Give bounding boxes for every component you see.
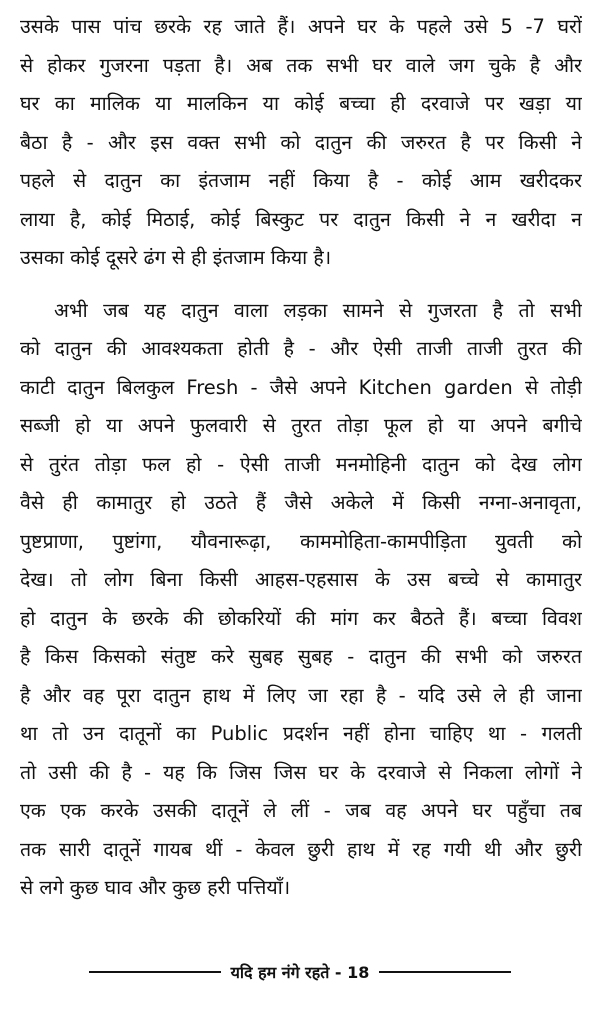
text-line: देख। तो लोग बिना किसी आहस-एहसास के उस बच्चे से कामातुर <box>20 568 582 591</box>
text-line: तो उसी की है - यह कि जिस जिस घर के दरवाजे से निकला लोगों ने <box>20 760 582 784</box>
text-line: घर का मालिक या मालकिन या कोई बच्चा ही दरवाजे पर खड़ा या <box>20 92 582 115</box>
text-line: है और वह पूरा दातुन हाथ में लिए जा रहा है - यदि उसे ले ही जाना <box>20 683 582 707</box>
paragraph-spacer <box>20 278 582 292</box>
text-line: पहले से दातुन का इंतजाम नहीं किया है - कोई आम खरीदकर <box>20 169 582 192</box>
text-line: उसका कोई दूसरे ढंग से ही इंतजाम किया है। <box>20 246 332 269</box>
footer-rule-right <box>379 971 511 973</box>
text-line: काटी दातुन बिलकुल Fresh - जैसे अपने Kitchen garden से तोड़ी <box>20 375 582 399</box>
paragraph-1 <box>20 8 582 278</box>
text-line: पुष्टप्राणा, पुष्टांगा, यौवनारूढ़ा, काममोहिता-कामपीड़िता युवती को <box>20 529 582 553</box>
text-line: हो दातुन के छरके की छोकरियों की मांग कर बैठते हैं। बच्चा विवश <box>20 606 582 630</box>
page-footer <box>0 957 600 987</box>
text-line: बैठा है - और इस वक्त सभी को दातुन की जरुरत है पर किसी ने <box>20 130 582 154</box>
footer-rule-left <box>89 971 221 973</box>
text-line: से तुरंत तोड़ा फल हो - ऐसी ताजी मनमोहिनी दातुन को देख लोग <box>20 452 582 476</box>
text-line: है किस किसको संतुष्ट करे सुबह सुबह - दातुन की सभी को जरुरत <box>20 645 582 668</box>
text-line: को दातुन की आवश्यकता होती है - और ऐसी ताजी ताजी तुरत की <box>20 337 582 360</box>
text-line: से होकर गुजरना पड़ता है। अब तक सभी घर वाले जग चुके है और <box>20 53 582 77</box>
paragraph-2 <box>20 292 582 908</box>
text-line: था तो उन दातूनों का Public प्रदर्शन नहीं होना चाहिए था - गलती <box>20 722 582 745</box>
text-line: लाया है, कोई मिठाई, कोई बिस्कुट पर दातुन किसी ने न खरीदा न <box>20 207 582 231</box>
text-line: तक सारी दातूनें गायब थीं - केवल छुरी हाथ में रह गयी थी और छुरी <box>20 837 582 861</box>
text-line: अभी जब यह दातुन वाला लड़का सामने से गुजरता है तो सभी <box>54 298 582 322</box>
text-line: से लगे कुछ घाव और कुछ हरी पत्तियाँ। <box>20 876 291 899</box>
footer-title-page-number: यदि हम नंगे रहते - 18 <box>230 963 370 982</box>
text-line: सब्जी हो या अपने फुलवारी से तुरत तोड़ा फूल हो या अपने बगीचे <box>20 414 582 437</box>
text-line: उसके पास पांच छरके रह जाते हैं। अपने घर के पहले उसे 5 -7 घरों <box>20 15 582 38</box>
text-line: वैसे ही कामातुर हो उठते हैं जैसे अकेले में किसी नग्ना-अनावृता, <box>20 491 582 514</box>
text-line: एक एक करके उसकी दातूनें ले लीं - जब वह अपने घर पहुँचा तब <box>20 799 582 822</box>
